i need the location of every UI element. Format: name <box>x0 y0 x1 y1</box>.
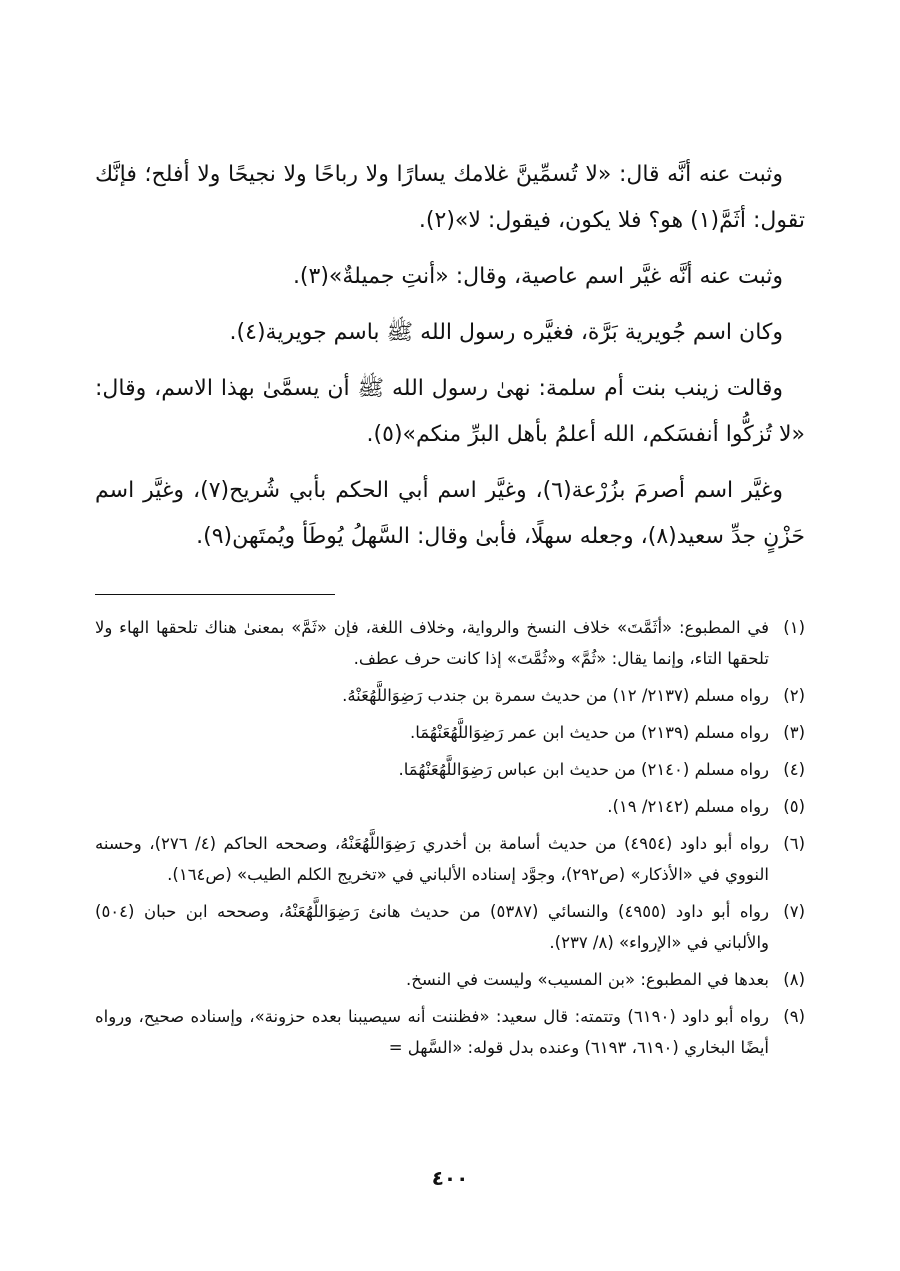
footnote-divider <box>95 594 335 595</box>
footnote-number: (٣) <box>783 723 805 742</box>
footnote-text: رواه مسلم (٢١٣٩) من حديث ابن عمر رَضِوَاللَّهُعَنْهُمَا. <box>409 723 769 742</box>
footnote-text: رواه أبو داود (٤٩٥٥) والنسائي (٥٣٨٧) من حديث هانئ رَضِوَاللَّهُعَنْهُ، وصححه ابن حبان (٥٠٤) والألباني في «الإرواء» (٨/ ٢٣٧). <box>95 902 769 952</box>
footnote-text: في المطبوع: «أثَمَّتَ» خلاف النسخ والرواية، وخلاف اللغة، فإن «ثَمَّ» بمعنىٰ هناك تلحقها الهاء ولا تلحقها التاء، وإنما يقال: «ثُمَّ» و«ثُمَّتَ» إذا كانت حرف عطف. <box>95 618 769 668</box>
footnote-number: (٤) <box>783 760 805 779</box>
footnote <box>95 828 805 890</box>
footnote <box>95 896 805 958</box>
footnote-text: رواه أبو داود (٦١٩٠) وتتمته: قال سعيد: «فظننت أنه سيصيبنا بعده حزونة»، وإسناده صحيح، ورواه أيضًا البخاري (٦١٩٠، ٦١٩٣) وعنده بدل قوله: «السَّهل = <box>95 1007 769 1057</box>
paragraph: وثبت عنه أنَّه غيَّر اسم عاصية، وقال: «أنتِ جميلةٌ»(٣). <box>292 264 783 289</box>
paragraph: وكان اسم جُويرية بَرَّة، فغيَّره رسول الله ﷺ باسم جويرية(٤). <box>229 320 783 345</box>
footnote <box>95 964 805 995</box>
footnote <box>95 612 805 674</box>
footnote <box>95 717 805 748</box>
footnote <box>95 680 805 711</box>
footnote <box>95 754 805 785</box>
footnote-number: (٩) <box>783 1007 805 1026</box>
footnote-number: (٥) <box>783 797 805 816</box>
main-text <box>95 152 805 570</box>
footnote <box>95 791 805 822</box>
footnote-text: رواه مسلم (٢١٣٧/ ١٢) من حديث سمرة بن جندب رَضِوَاللَّهُعَنْهُ. <box>342 686 769 705</box>
footnote-text: رواه أبو داود (٤٩٥٤) من حديث أسامة بن أخدري رَضِوَاللَّهُعَنْهُ، وصححه الحاكم (٤/ ٢٧٦)، وحسنه النووي في «الأذكار» (ص٢٩٢)، وجوَّد إسناده الألباني في «تخريج الكلم الطيب» (ص١٦٤). <box>95 834 769 884</box>
footnote-number: (١) <box>783 618 805 637</box>
footnote-text: رواه مسلم (٢١٤٢/ ١٩). <box>607 797 769 816</box>
footnote-number: (٧) <box>783 902 805 921</box>
paragraph: وقالت زينب بنت أم سلمة: نهىٰ رسول الله ﷺ أن يسمَّىٰ بهذا الاسم، وقال: «لا تُزكُّوا أنفسَكم، الله أعلمُ بأهل البرِّ منكم»(٥). <box>95 376 805 447</box>
footnote-text: رواه مسلم (٢١٤٠) من حديث ابن عباس رَضِوَاللَّهُعَنْهُمَا. <box>398 760 769 779</box>
footnote-text: بعدها في المطبوع: «بن المسيب» وليست في النسخ. <box>405 970 769 989</box>
footnotes <box>95 612 805 1069</box>
paragraph: وغيَّر اسم أصرمَ بزُرْعة(٦)، وغيَّر اسم أبي الحكم بأبي شُريح(٧)، وغيَّر اسم حَزْنٍ جدِّ سعيد(٨)، وجعله سهلًا، فأبىٰ وقال: السَّهلُ يُوطَأ ويُمتَهن(٩). <box>95 478 805 549</box>
paragraph: وثبت عنه أنَّه قال: «لا تُسمِّينَّ غلامك يسارًا ولا رباحًا ولا نجيحًا ولا أفلح؛ فإنَّك تقول: أثَمَّ(١) هو؟ فلا يكون، فيقول: لا»(٢). <box>95 162 805 233</box>
book-page <box>95 0 805 1271</box>
page-number: ٤٠٠ <box>431 1166 469 1190</box>
footnote-number: (٦) <box>783 834 805 853</box>
footnote-number: (٢) <box>783 686 805 705</box>
footnote <box>95 1001 805 1063</box>
footnote-number: (٨) <box>783 970 805 989</box>
